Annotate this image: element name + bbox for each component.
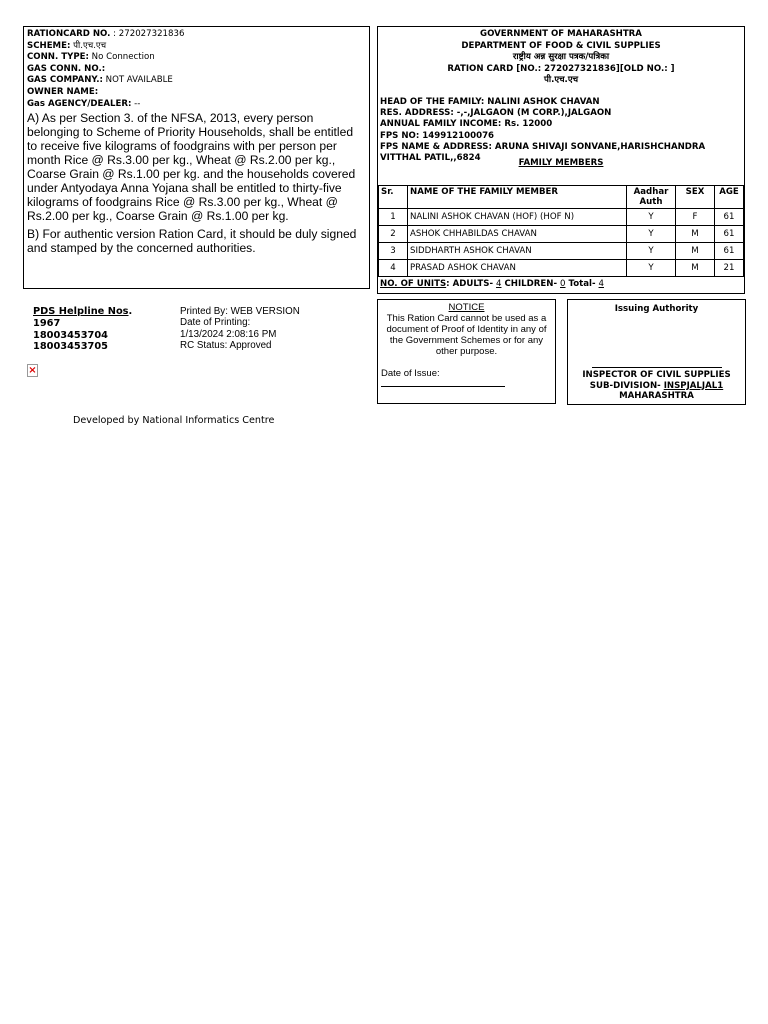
fps-name-address: FPS NAME & ADDRESS: ARUNA SHIVAJI SONVANE,HARISHCHANDRA VITTHAL PATIL,,6824 — [380, 141, 706, 164]
member-sr: 3 — [379, 243, 408, 260]
col-aadhar: Aadhar Auth — [627, 186, 676, 209]
member-sex: M — [676, 226, 715, 243]
ration-info-box — [23, 26, 370, 289]
col-name: NAME OF THE FAMILY MEMBER — [408, 186, 627, 209]
scheme-row — [27, 41, 366, 53]
member-name: PRASAD ASHOK CHAVAN — [408, 260, 627, 277]
sub-division-value: INSPJALJAL1 — [663, 380, 724, 391]
pds-helpline — [33, 306, 132, 353]
helpline-number: 1967 — [33, 317, 61, 329]
nfsa-paragraph: A) As per Section 3. of the NFSA, 2013, every person belonging to Scheme of Priority Households, shall be entitled to receive five kilograms of foodgrains with per person per month Rice @ Rs.3.00 per kg., Wheat @ Rs.2.00 per kg., Coarse Grain @ Rs.1.00 per kg. and the households covered under Antyodaya Anna Yojana shall be entitled to thirty-five kilograms of foodgrains Rice @ Rs.3.00 per kg., Wheat @ Rs.2.00 per kg., Coarse Grain @ Rs.1.00 per kg. — [27, 111, 356, 223]
gas-company-row — [27, 75, 366, 87]
units-label: NO. OF UNITS — [380, 279, 447, 289]
ration-card-value: : 272027321836 — [110, 29, 185, 39]
print-info — [180, 306, 300, 351]
notice-title: NOTICE — [448, 302, 485, 313]
member-age: 21 — [715, 260, 744, 277]
scheme-hindi: पी.एच.एच — [543, 75, 579, 85]
units-summary — [380, 279, 604, 289]
helpline-title-text: PDS Helpline Nos — [33, 306, 129, 317]
adults-label: : ADULTS- — [446, 279, 497, 289]
notice-text: This Ration Card cannot be used as a document of Proof of Identity in any of the Government Schemes or for any other purpose. — [386, 313, 547, 357]
date-of-issue-line — [381, 386, 505, 387]
gas-agency-label: Gas AGENCY/DEALER: — [27, 98, 132, 109]
member-sex: M — [676, 260, 715, 277]
member-name: SIDDHARTH ASHOK CHAVAN — [408, 243, 627, 260]
children-count: 0 — [560, 279, 566, 289]
sub-division-label: SUB-DIVISION- — [589, 380, 664, 391]
member-sr: 2 — [379, 226, 408, 243]
authority-line-1: INSPECTOR OF CIVIL SUPPLIES — [582, 370, 731, 380]
member-age: 61 — [715, 209, 744, 226]
col-age: AGE — [715, 186, 744, 209]
issuing-authority-title: Issuing Authority — [614, 304, 699, 314]
table-row — [379, 243, 744, 260]
ration-card-box — [377, 26, 745, 294]
table-row — [379, 209, 744, 226]
table-row — [379, 260, 744, 277]
helpline-number: 18003453705 — [33, 341, 108, 353]
member-name: ASHOK CHHABILDAS CHAVAN — [408, 226, 627, 243]
authority-details — [568, 370, 745, 402]
col-sex: SEX — [676, 186, 715, 209]
notice-box — [377, 299, 556, 404]
authority-line-2 — [568, 381, 745, 392]
col-sr: Sr. — [379, 186, 408, 209]
authority-line-3: MAHARASHTRA — [619, 391, 694, 401]
member-aadhar: Y — [627, 243, 676, 260]
total-count: 4 — [598, 279, 604, 289]
ration-card-label: RATIONCARD NO. — [27, 29, 111, 39]
table-row — [379, 226, 744, 243]
gas-company-value: NOT AVAILABLE — [102, 75, 173, 86]
member-sr: 1 — [379, 209, 408, 226]
conn-type-label: CONN. TYPE: — [27, 52, 89, 63]
member-aadhar: Y — [627, 209, 676, 226]
gas-company-label: GAS COMPANY.: — [27, 75, 103, 86]
member-aadhar: Y — [627, 226, 676, 243]
adults-count: 4 — [496, 279, 502, 289]
member-aadhar: Y — [627, 260, 676, 277]
dept-heading: DEPARTMENT OF FOOD & CIVIL SUPPLIES — [461, 40, 661, 51]
scheme-label: SCHEME: — [27, 40, 71, 51]
gas-agency-value: -- — [131, 98, 141, 109]
member-name: NALINI ASHOK CHAVAN (HOF) (HOF N) — [408, 209, 627, 226]
owner-label: OWNER NAME: — [27, 86, 99, 97]
member-age: 61 — [715, 243, 744, 260]
footer-credit: Developed by National Informatics Centre — [73, 415, 275, 426]
printed-by: Printed By: WEB VERSION — [180, 306, 300, 317]
ration-card-number-line: RATION CARD [NO.: 272027321836][OLD NO.: ] — [447, 63, 675, 74]
issuing-authority-box — [567, 299, 746, 405]
total-label: Total- — [565, 279, 599, 289]
fps-number: FPS NO: 149912100076 — [380, 130, 495, 141]
annual-income: ANNUAL FAMILY INCOME: Rs. 12000 — [380, 119, 553, 130]
authenticity-paragraph: B) For authentic version Ration Card, it should be duly signed and stamped by the concerned authorities. — [27, 227, 357, 256]
table-header-row — [379, 186, 744, 209]
helpline-number: 18003453704 — [33, 329, 108, 341]
owner-row — [27, 87, 366, 99]
family-members-table — [378, 185, 744, 277]
gas-conn-row — [27, 64, 366, 76]
children-label: CHILDREN- — [501, 279, 561, 289]
broken-image-icon: × — [28, 365, 37, 376]
gas-agency-row — [27, 99, 366, 111]
scheme-value: पी.एच.एच — [70, 40, 107, 51]
helpline-title-suffix: . — [128, 306, 133, 317]
member-sex: M — [676, 243, 715, 260]
date-of-printing-value: 1/13/2024 2:08:16 PM — [180, 328, 277, 340]
signature-line — [592, 367, 722, 368]
member-age: 61 — [715, 226, 744, 243]
date-of-printing-label: Date of Printing: — [180, 317, 251, 329]
govt-heading: GOVERNMENT OF MAHARASHTRA — [480, 29, 642, 39]
conn-type-row — [27, 52, 366, 64]
family-details — [380, 97, 742, 164]
hindi-title: राष्ट्रीय अन्न सुरक्षा पत्रक/पत्रिका — [512, 52, 610, 62]
family-members-heading: FAMILY MEMBERS — [518, 158, 604, 168]
head-of-family: HEAD OF THE FAMILY: NALINI ASHOK CHAVAN — [380, 97, 600, 107]
member-sr: 4 — [379, 260, 408, 277]
ration-card-no-row — [27, 29, 366, 41]
gas-conn-label: GAS CONN. NO.: — [27, 63, 106, 74]
residential-address: RES. ADDRESS: -,-,JALGAON (M CORP.),JALGAON — [380, 108, 612, 119]
date-of-issue-label: Date of Issue: — [381, 368, 440, 379]
conn-type-value: No Connection — [88, 52, 155, 63]
helpline-title — [33, 306, 132, 318]
member-sex: F — [676, 209, 715, 226]
rc-status: RC Status: Approved — [180, 339, 272, 351]
